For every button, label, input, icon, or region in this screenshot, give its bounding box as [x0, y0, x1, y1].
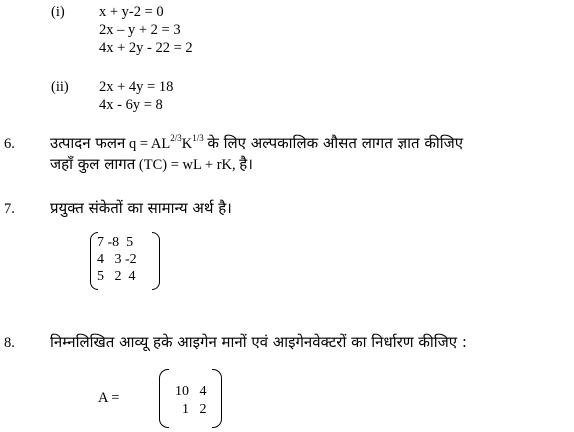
equation-i-1: x + y-2 = 0 [99, 4, 164, 20]
equation-ii-1: 2x + 4y = 18 [99, 79, 174, 95]
q6-exponent-2: 1/3 [192, 133, 204, 144]
matrix-a-left-bracket [159, 369, 169, 428]
q6-formula-k: K [181, 136, 193, 152]
question-6-number: 6. [4, 136, 15, 152]
q6-formula-q: q = AL [128, 136, 171, 152]
equation-i-2: 2x – y + 2 = 3 [99, 22, 181, 38]
matrix-a-label: A = [98, 390, 120, 406]
question-7-number: 7. [4, 201, 15, 217]
part-ii-label: (ii) [51, 79, 69, 95]
question-6-line-1 [50, 134, 463, 153]
equation-ii-2: 4x - 6y = 8 [99, 97, 163, 113]
matrix-a-right-bracket [212, 369, 222, 428]
question-6-line-2 [50, 155, 253, 174]
matrix-a-row-1: 10 4 [175, 384, 207, 399]
q6-line2-post: है। [239, 155, 253, 173]
matrix-7-right-bracket [152, 232, 160, 290]
q6-line2-formula: (TC) = wL + rK, [138, 157, 236, 173]
part-i-label: (i) [51, 4, 65, 20]
matrix-a-row-2: 1 2 [175, 402, 207, 417]
q6-exponent-1: 2/3 [170, 133, 182, 144]
question-8-number: 8. [4, 335, 15, 351]
equation-i-3: 4x + 2y - 22 = 2 [99, 40, 193, 56]
q6-text-pre: उत्पादन फलन [50, 134, 126, 152]
matrix-7-row-1: 7 -8 5 [97, 235, 134, 250]
matrix-7-row-3: 5 2 4 [97, 269, 136, 284]
matrix-7-row-2: 4 3 -2 [97, 252, 137, 267]
q6-text-post: के लिए अल्पकालिक औसत लागत ज्ञात कीजिए [207, 134, 464, 152]
q6-line2-pre: जहाँ कुल लागत [50, 155, 136, 173]
question-7-text: प्रयुक्त संकेतों का सामान्य अर्थ है। [50, 199, 232, 217]
question-8-text: निम्नलिखित आव्यू हके आइगेन मानों एवं आइगेनवेक्टरों का निर्धारण कीजिए : [50, 333, 467, 351]
